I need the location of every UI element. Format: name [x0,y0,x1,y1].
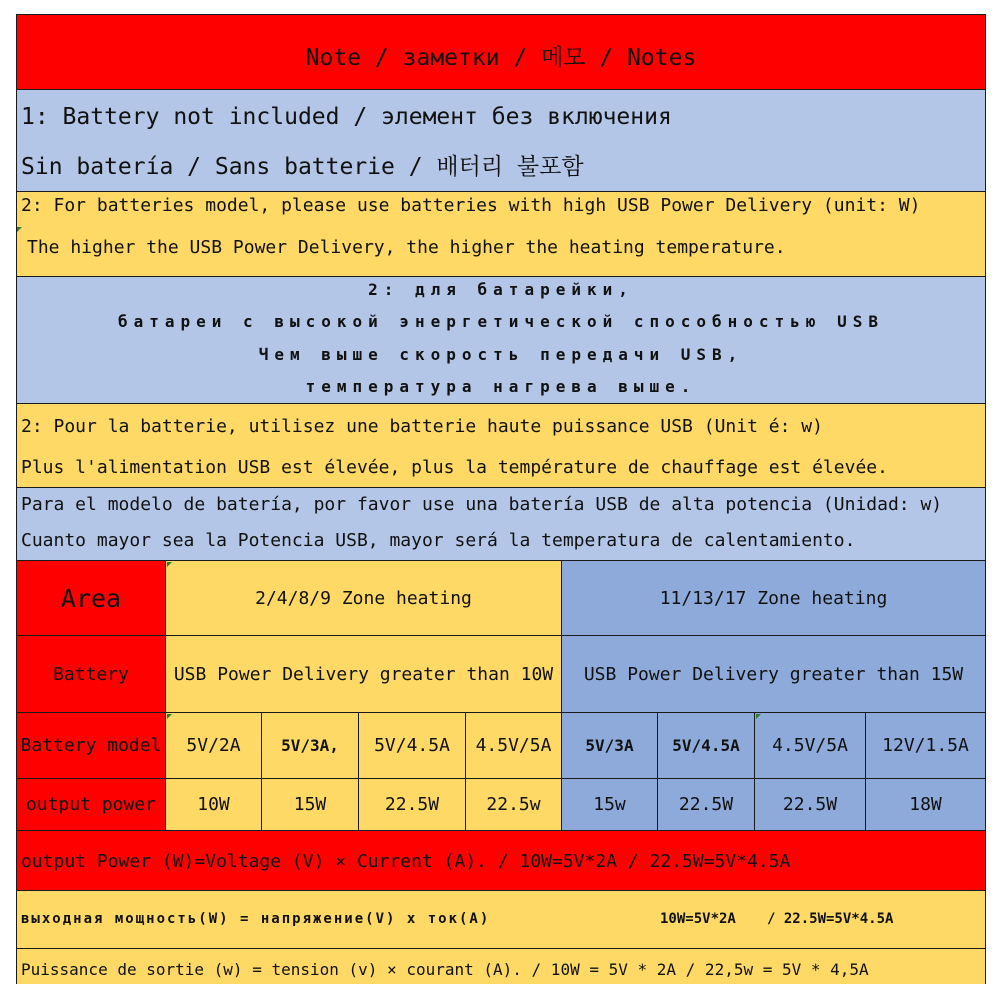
output-cell: 22.5W [755,779,866,831]
formula-ru-eq1: 10W=5V*2A [660,911,736,927]
note2-es-line2: Cuanto mayor sea la Potencia USB, mayor será la temperatura de calentamiento. [21,530,856,551]
note2-en-line2: The higher the USB Power Delivery, the higher the heating temperature. [27,237,786,258]
cell-marker-icon [167,562,172,567]
zone-group-a: 2/4/8/9 Zone heating [166,561,562,636]
note2-french [17,404,985,488]
note-battery-not-included [17,90,985,192]
output-cell: 22.5W [658,779,755,831]
output-cell: 18W [866,779,985,831]
output-cell: 22.5W [359,779,466,831]
formula-en-text: output Power (W)=Voltage (V) × Current (A). / 10W=5V*2A / 22.5W=5V*4.5A [21,851,791,872]
battery-requirement-a: USB Power Delivery greater than 10W [166,636,562,713]
formula-ru-text: выходная мощность(W) = напряжение(V) x ток(A) [21,911,491,927]
note2-ru-line2: батареи с высокой энергетической способностью USB [117,312,884,331]
model-cell: 12V/1.5A [866,713,985,779]
output-cell: 22.5w [466,779,562,831]
formula-french [17,949,985,984]
note1-line1: 1: Battery not included / элемент без включения [21,104,672,130]
output-cell: 15W [262,779,359,831]
formula-english [17,831,985,891]
battery-requirement-b: USB Power Delivery greater than 15W [562,636,985,713]
note2-ru-line4: температура нагрева выше. [305,377,697,396]
note2-ru-line1: 2: для батарейки, [368,280,634,299]
model-cell: 5V/4.5A [658,713,755,779]
page-title: Note / заметки / 메모 / Notes [305,45,697,71]
note2-russian [17,277,985,404]
zone-group-b: 11/13/17 Zone heating [562,561,985,636]
model-cell: 5V/3A [562,713,658,779]
output-cell: 15w [562,779,658,831]
area-label: Area [17,561,166,636]
model-cell: 4.5V/5A [466,713,562,779]
output-cell: 10W [166,779,262,831]
cell-marker-icon [167,714,172,719]
note2-en-line1: 2: For batteries model, please use batteries with high USB Power Delivery (unit: W) [21,195,921,216]
note1-line2: Sin batería / Sans batterie / 배터리 불포함 [21,154,584,180]
formula-fr-text: Puissance de sortie (w) = tension (v) × courant (A). / 10W = 5V * 2A / 22,5w = 5V * 4,5A [21,960,869,979]
battery-model-label: Battery model [17,713,166,779]
note2-fr-line1: 2: Pour la batterie, utilisez une batterie haute puissance USB (Unit é: w) [21,416,823,437]
notes-header [17,15,985,90]
note2-ru-line3: Чем выше скорость передачи USB, [258,345,744,364]
model-cell: 4.5V/5A [755,713,866,779]
note2-spanish [17,488,985,561]
note2-english [17,192,985,277]
model-cell: 5V/3A, [262,713,359,779]
notes-sheet [16,14,986,984]
model-cell: 5V/4.5A [359,713,466,779]
note2-fr-line2: Plus l'alimentation USB est élevée, plus la température de chauffage est élevée. [21,457,888,478]
cell-marker-icon [17,227,22,232]
note2-es-line1: Para el modelo de batería, por favor use una batería USB de alta potencia (Unidad: w) [21,494,943,515]
model-cell: 5V/2A [166,713,262,779]
output-power-label: output power [17,779,166,831]
cell-marker-icon [756,714,761,719]
formula-russian [17,891,985,949]
battery-label: Battery [17,636,166,713]
formula-ru-eq2: / 22.5W=5V*4.5A [767,911,894,927]
